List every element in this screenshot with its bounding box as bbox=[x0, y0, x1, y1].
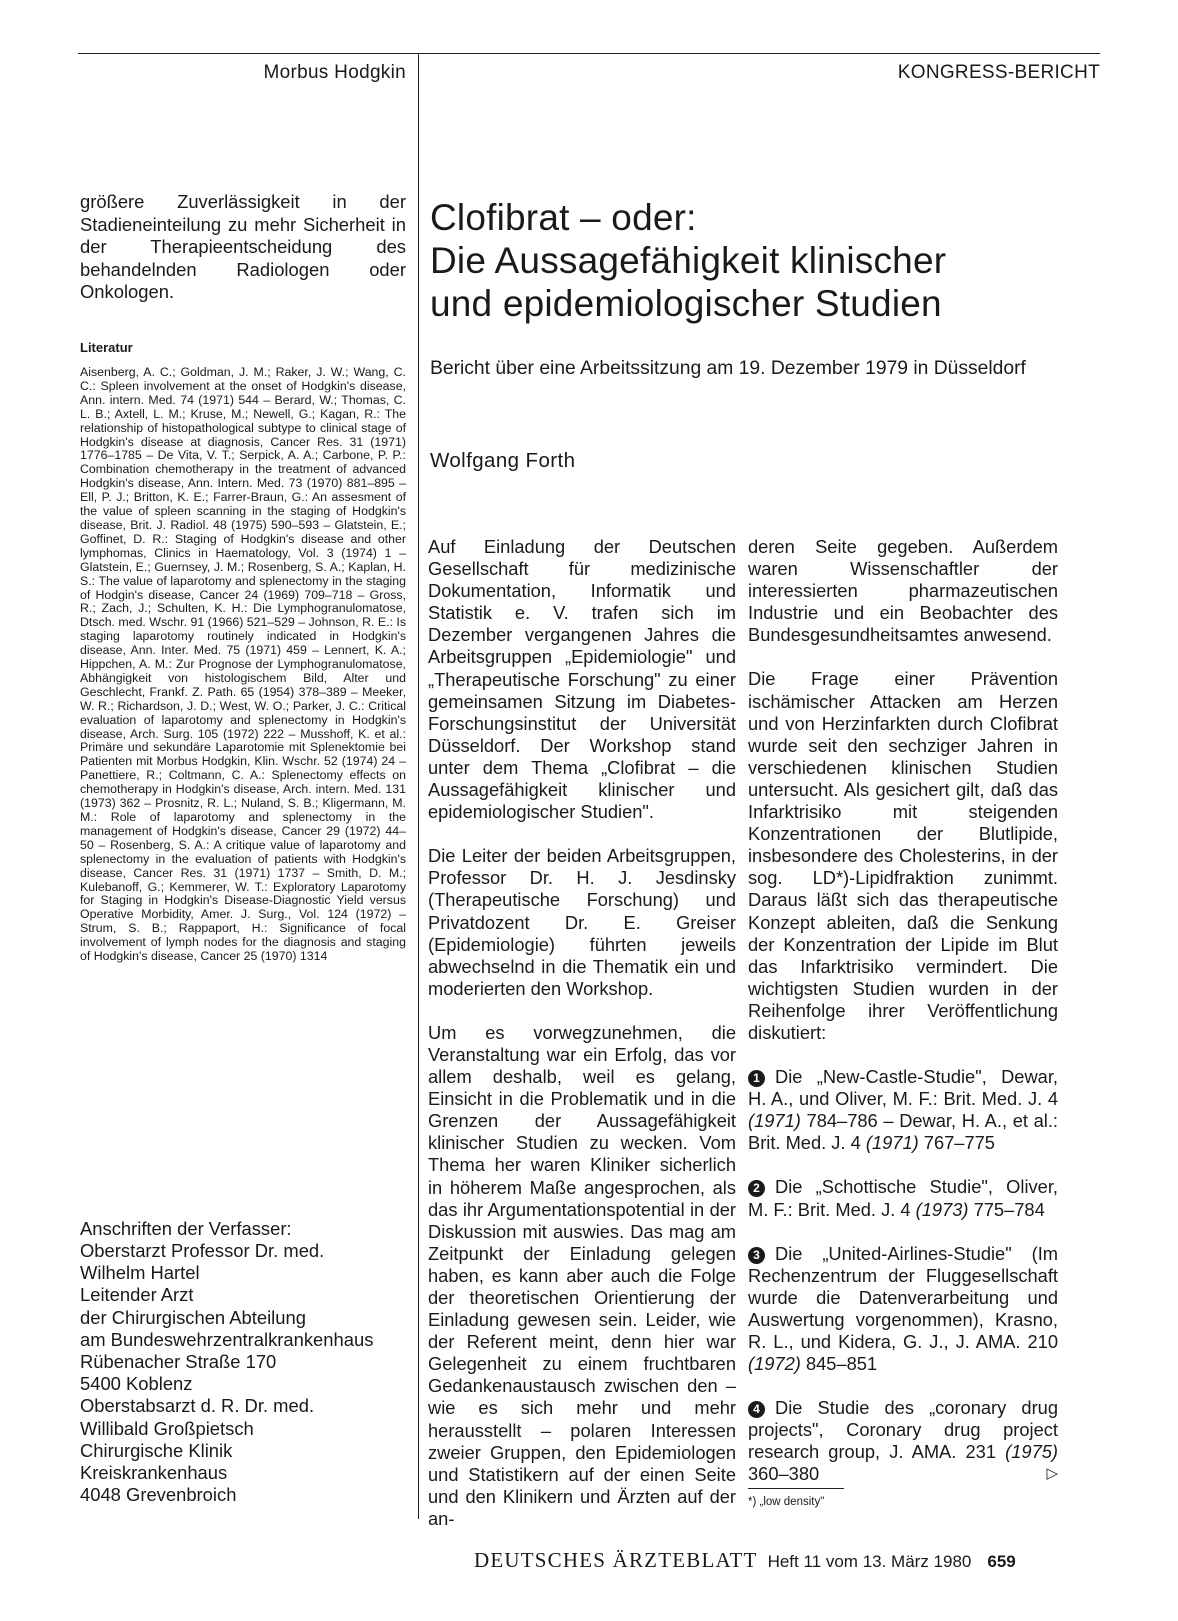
body-column-right bbox=[748, 536, 1058, 1508]
running-header-left: Morbus Hodgkin bbox=[263, 62, 406, 83]
literature-heading: Literatur bbox=[80, 340, 133, 355]
literature-list: Aisenberg, A. C.; Goldman, J. M.; Raker, J. W.; Wang, C. C.: Spleen involvement at the onset of Hodgkin's disease, Ann. intern. Med. 74 (1971) 544 – Berard, W.; Thomas, C. L. B.; Axtell, L. M.; Kruse, M.; Newell, G.; Kagan, R.: The relationship of histopathological subtype to clinical stage of Hodgkin's disease at diagnosis, Cancer Res. 31 (1971) 1776–1785 – De Vita, V. T.; Serpick, A. A.; Carbone, P. P.: Combination chemotherapy in the treatment of advanced Hodgkin's disease, Ann. Intern. Med. 73 (1970) 881–895 – Ell, P. J.; Britton, K. E.; Farrer-Braun, G.: An assesment of the value of spleen scanning in the staging of Hodgkin's disease, Brit. J. Radiol. 48 (1975) 590–593 – Glatstein, E.; Goffinet, D. R.: Staging of Hodgkin's disease and other lymphomas, Clinics in Haematology, Vol. 3 (1974) 1 – Glatstein, E.; Guernsey, J. M.; Rosenberg, S. A.; Kaplan, H. S.: The value of laparotomy and splenectomy in the staging of Hodgin's disease, Cancer 24 (1969) 709–718 – Gross, R.; Zach, J.; Schulten, K. H.: Die Lymphogranulomatose, Dtsch. med. Wschr. 91 (1966) 521–529 – Johnson, R. E.: Is staging laparotomy routinely indicated in Hodgkin's disease, Ann. Inter. Med. 75 (1971) 459 – Lennert, K. A.; Hippchen, A. M.: Zur Prognose der Lymphogranulomatose, Abhängigkeit von histologischem Bild, Alter und Geschlecht, Frankf. Z. Path. 65 (1954) 378–389 – Meeker, W. R.; Richardson, J. D.; West, W. O.; Parker, J. C.: Critical evaluation of laparotomy and splenectomy in Hodgkin's disease, Arch. Surg. 105 (1972) 222 – Musshoff, K. et al.: Primäre und sekundäre Laparotomie mit Splenektomie bei Patienten mit Morbus Hodgkin, Klin. Wschr. 52 (1974) 24 – Panettiere, R.; Coltmann, C. A.: Splenectomy effects on chemotherapy in Hodgkin's disease, Arch. intern. Med. 131 (1973) 362 – Prosnitz, R. L.; Nuland, S. B.; Kligermann, M. M.: Role of laparotomy and splenectomy in the management of Hodgkin's disease, Cancer 29 (1972) 44–50 – Rosenberg, S. A.: A critique value of laparotomy and splenectomy in the evaluation of patients with Hodgkin's disease, Cancer Res. 31 (1971) 1737 – Smith, D. M.; Kulebanoff, G.; Kemmerer, W. T.: Exploratory Laparotomy for Staging in Hodgkin's Disease-Diagnostic Yield versus Operative Morbidity, Amer. J. Surg., Vol. 124 (1972) – Strum, S. B.; Rappaport, H.: Significance of focal involvement of lymph nodes for the diagnosis and staging of Hodgkin's disease, Cancer 25 (1970) 1314 bbox=[80, 365, 406, 964]
running-header-right: KONGRESS-BERICHT bbox=[897, 62, 1100, 83]
study-number-badge: 4 bbox=[748, 1401, 765, 1418]
study-year: (1971) bbox=[748, 1110, 801, 1132]
study-text: Die „Schottische Studie", Oliver, M. F.: Brit. Med. J. 4 bbox=[748, 1176, 1058, 1220]
study-year: (1975) bbox=[1005, 1441, 1058, 1463]
journal-name: DEUTSCHES ÄRZTEBLATT bbox=[474, 1548, 758, 1572]
address-line: Kreiskrankenhaus bbox=[80, 1462, 228, 1484]
footnote: *) „low density" bbox=[748, 1496, 825, 1508]
address-line: 4048 Grevenbroich bbox=[80, 1484, 237, 1506]
address-heading: Anschriften der Verfasser: bbox=[80, 1218, 292, 1239]
study-text: 360–380 bbox=[748, 1463, 820, 1485]
address-line: Chirurgische Klinik bbox=[80, 1439, 233, 1461]
study-text: 845–851 bbox=[800, 1353, 878, 1375]
body-paragraph: Auf Einladung der Deutschen Gesellschaft für medizinische Dokumentation, Informatik und Statistik e. V. trafen sich im Dezember vergangenen Jahres die Arbeitsgruppen „Epidemiologie" und „Therapeutische Forschung" zu einer gemeinsamen Sitzung im Diabetes-Forschungsinstitut der Universität Düsseldorf. Der Workshop stand unter dem Thema „Clofibrat – die Aussagefähigkeit klinischer und epidemiologischer Studien". bbox=[428, 536, 736, 823]
title-line: Clofibrat – oder: bbox=[430, 197, 697, 238]
address-line: Willibald Großpietsch bbox=[80, 1417, 254, 1439]
article-author: Wolfgang Forth bbox=[430, 449, 576, 472]
study-year: (1972) bbox=[748, 1353, 801, 1375]
column-divider bbox=[418, 53, 419, 1519]
title-line: und epidemiologischer Studien bbox=[430, 283, 942, 324]
address-line: am Bundeswehrzentralkrankenhaus bbox=[80, 1328, 374, 1350]
study-number-badge: 3 bbox=[748, 1247, 765, 1264]
page-number: 659 bbox=[987, 1552, 1016, 1571]
study-reference bbox=[748, 1176, 1058, 1220]
address-line: der Chirurgischen Abteilung bbox=[80, 1306, 306, 1328]
study-year: (1971) bbox=[865, 1132, 919, 1154]
address-line: Wilhelm Hartel bbox=[80, 1262, 200, 1284]
study-text: Die „United-Airlines-Studie" (Im Rechenzentrum der Fluggesellschaft wurde die Datenverarbeitung und Auswertung vorgenommen), Krasno, R. L., und Kidera, G. J., J. AMA. 210 bbox=[748, 1242, 1058, 1352]
study-reference bbox=[748, 1397, 1058, 1485]
address-line: 5400 Koblenz bbox=[80, 1373, 193, 1395]
address-block bbox=[80, 1240, 406, 1506]
study-text: 784–786 – Dewar, H. A., et al.: Brit. Med. J. 4 bbox=[748, 1110, 1058, 1154]
address-line: Oberstabsarzt d. R. Dr. med. bbox=[80, 1395, 315, 1417]
address-line: Leitender Arzt bbox=[80, 1284, 194, 1306]
top-rule bbox=[78, 53, 1100, 54]
title-line: Die Aussagefähigkeit klinischer bbox=[430, 240, 947, 281]
footnote-rule bbox=[748, 1488, 844, 1489]
study-year: (1973) bbox=[915, 1198, 969, 1220]
intro-text: größere Zuverlässigkeit in der Stadieneinteilung zu mehr Sicherheit in der Therapieentscheidung des behandelnden Radiologen oder Onkologen. bbox=[80, 191, 406, 302]
study-text: Die „New-Castle-Studie", Dewar, H. A., und Oliver, M. F.: Brit. Med. J. 4 bbox=[748, 1066, 1058, 1110]
study-text: Die Studie des „coronary drug projects", Coronary drug project research group, J. AMA. 231 bbox=[748, 1397, 1058, 1463]
study-text: 767–775 bbox=[918, 1132, 995, 1154]
body-paragraph: Um es vorwegzunehmen, die Veranstaltung war ein Erfolg, das vor allem deshalb, weil es gelang, Einsicht in die Problematik und in die Grenzen der Aussagefähigkeit klinischer Studien zu wecken. Vom Thema her waren Kliniker sicherlich in höherem Maße angesprochen, als das ihr Argumentationspotential in der Diskussion mit auswies. Das mag am Zeitpunkt der Einladung gelegen haben, es kann aber auch die Folge der theoretischen Orientierung der Einladung gewesen sein. Leider, wie der Referent meint, denn hier war Gelegenheit zu einem fruchtbaren Gedankenaustausch zwischen den – wie es sich mehr und mehr herausstellt – polaren Interessen zweier Gruppen, den Epidemiologen und Statistikern auf der einen Seite und den Klinikern und Ärzten auf der an- bbox=[428, 1021, 736, 1529]
address-line: Rübenacher Straße 170 bbox=[80, 1351, 277, 1373]
study-number-badge: 1 bbox=[748, 1070, 765, 1087]
issue-info: Heft 11 vom 13. März 1980 bbox=[767, 1552, 972, 1571]
body-column-middle bbox=[428, 536, 736, 1552]
body-paragraph: Die Frage einer Prävention ischämischer Attacken am Herzen und von Herzinfarkten durch Clofibrat wurde seit den sechziger Jahren in verschiedenen klinischen Studien untersucht. Als gesichert gilt, daß das Infarktrisiko mit steigenden Konzentrationen der Blutlipide, insbesondere des Cholesterins, in der sog. LD*)-Lipidfraktion zunimmt. Daraus läßt sich das therapeutische Konzept ableiten, daß die Senkung der Konzentration der Lipide im Blut das Infarktrisiko vermindert. Die wichtigsten Studien wurden in der Reihenfolge ihrer Veröffentlichung diskutiert: bbox=[748, 668, 1058, 1043]
article-title bbox=[430, 196, 1110, 325]
study-number-badge: 2 bbox=[748, 1180, 765, 1197]
address-line: Oberstarzt Professor Dr. med. bbox=[80, 1240, 325, 1261]
body-paragraph: Die Leiter der beiden Arbeitsgruppen, Professor Dr. H. J. Jesdinsky (Therapeutische Forschung) und Privatdozent Dr. E. Greiser (Epidemiologie) führten jeweils abwechselnd in die Thematik ein und moderierten den Workshop. bbox=[428, 845, 736, 999]
study-reference bbox=[748, 1243, 1058, 1376]
continue-arrow-icon: ▷ bbox=[1046, 1465, 1058, 1483]
page-footer bbox=[474, 1548, 1016, 1573]
body-paragraph: deren Seite gegeben. Außerdem waren Wissenschaftler der interessierten pharmazeutischen Industrie und ein Beobachter des Bundesgesundheitsamtes anwesend. bbox=[748, 536, 1058, 646]
article-subtitle: Bericht über eine Arbeitssitzung am 19. Dezember 1979 in Düsseldorf bbox=[430, 358, 1026, 379]
study-text: 775–784 bbox=[968, 1198, 1045, 1220]
study-reference bbox=[748, 1066, 1058, 1154]
